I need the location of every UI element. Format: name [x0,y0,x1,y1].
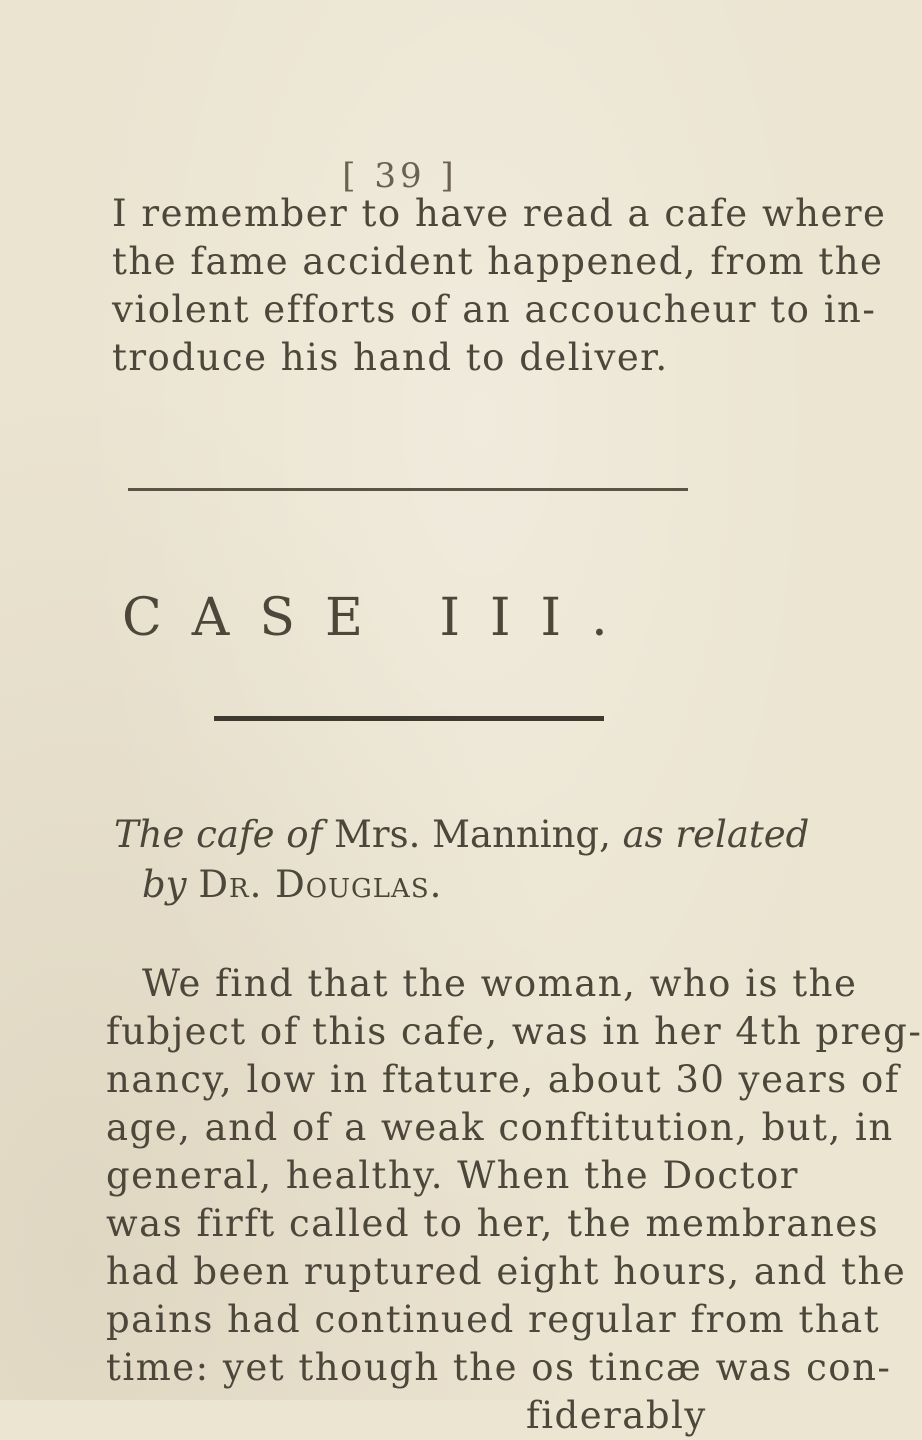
intro-line: troduce his hand to deliver. [112,336,669,379]
intro-paragraph [112,190,887,382]
body-line: nancy, low in ftature, about 30 years of [106,1058,900,1101]
body-line: time: yet though the os tincæ was con- [106,1346,892,1389]
case-heading: CASE III. [122,588,638,648]
body-line: fubject of this cafe, was in her 4th preg- [106,1010,922,1053]
body-line: We find that the woman, who is the [142,962,858,1005]
body-line: was firft called to her, the membranes [106,1202,880,1245]
intro-line: violent efforts of an accoucheur to in- [112,288,877,331]
page-number: [ 39 ] [342,156,458,196]
case-body-paragraph [106,960,922,1440]
subtitle-line-2 [108,860,809,910]
subtitle-line-1 [108,810,809,860]
subtitle-italic-end: as related [622,813,810,856]
section-divider-bottom [214,716,604,721]
subtitle-italic-start: The cafe of [114,813,323,856]
body-line: pains had continued regular from that [106,1298,881,1341]
case-subtitle [108,810,809,910]
subtitle-by: by [142,863,187,906]
section-divider-top [128,488,688,491]
body-line: age, and of a weak conftitution, but, in [106,1106,894,1149]
patient-name: Mrs. Manning, [334,813,611,856]
intro-line: I remember to have read a cafe where [112,192,887,235]
catchword: fiderably [526,1394,707,1437]
doctor-name: Dr. Douglas. [198,863,443,906]
body-line: had been ruptured eight hours, and the [106,1250,907,1293]
intro-line: the fame accident happened, from the [112,240,884,283]
body-line: general, healthy. When the Doctor [106,1154,799,1197]
